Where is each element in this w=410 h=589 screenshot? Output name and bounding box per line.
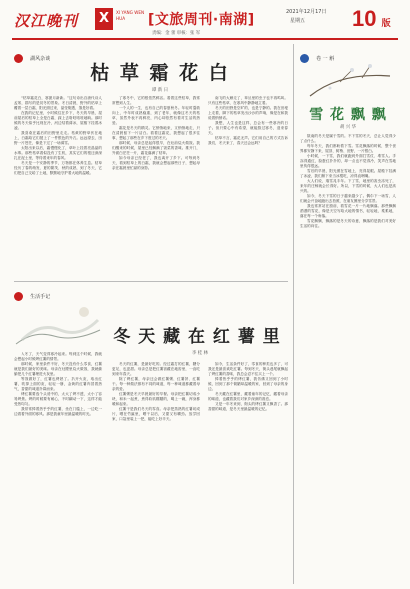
- section-pinyin: XI YANG WEN HUA: [116, 10, 145, 21]
- column-badge-2: [14, 286, 64, 300]
- section-initial: [95, 8, 113, 30]
- article-title: 枯 草 霜 花 白: [90, 62, 230, 84]
- paragraph: 我喜欢在霜后的田野里走走。枯黄的野草伏在地上，白霜给它们披上了一件银色的外衣。远远望去，田野一片苍茫，像是下过了一场薄雪。: [14, 131, 102, 145]
- paragraph: 一个人的一生，也有自己的春夏秋冬。年轻时蓬勃向上，中年时成熟稳重，到了老年，就像这冬天的枯草，虽然外表不再鲜亮，内心却依然有着对生活的热爱。: [112, 106, 200, 125]
- paragraph: 入冬了，天气变得寒冷起来。每到这个时候，我就会想起小时候烤红薯的情景。: [14, 352, 102, 361]
- paragraph: 如今母亲已经老了，我也离开了乡下。可每到冬天，看到枯草上的白霜，我就会想起那些日子，想起母亲在霜晨里忙碌的身影。: [112, 156, 200, 170]
- paragraph: “枯草霜花白，寒窗月新新。”这句诗出自唐代诗人孟郊，描写的是初冬的景象。冬日清晨，野外的枯草上覆着一层白霜，阳光照过来，晶莹剔透，煞是好看。: [14, 96, 102, 110]
- paragraph: 红薯干是我们冬天的零食。母亲把蒸熟的红薯切成片，晒在竹匾里，晒干以后，又甜又有嚼劲。放学回家，口袋里装上一把，能吃上好半天。: [112, 407, 200, 421]
- section-title: [文旅周刊·南湖]: [148, 12, 255, 28]
- article2-body-col1: [14, 352, 102, 582]
- paragraph: 我也常常站在窗前，看雪花一片一片地飘落。那些飘飘洒洒的雪花，像是天空写给大地的情书，轻轻地，柔柔地，落在每一个角落。: [300, 204, 396, 218]
- column-badge-icon: [14, 54, 23, 63]
- paragraph: 南飞的大雁走了，草丛里的虫子也不再鸣叫。只有这些枯草，在寒风中静静地立着。: [208, 96, 288, 105]
- snow-branch-icon: [300, 62, 396, 102]
- paragraph: 雪后的早晨，阳光照在雪地上，亮得晃眼。屋檐下挂满了冰凌，我们掰下来当冰棍吃，凉得直咧嘴。: [300, 169, 396, 178]
- article-title-3: 雪 花 飘 飘: [309, 107, 387, 123]
- paragraph: 捧着热乎乎的烤红薯，我仿佛又回到了小时候，回到了那个简陋却温暖的家，回到了母亲的身边。: [208, 377, 288, 391]
- paragraph: 每年冬天，我们都盼着下雪。雪花飘落的时候，整个世界都安静下来，屋顶、树梢、田野，一片银白。: [300, 144, 396, 153]
- column-name: 生活手记: [30, 294, 51, 300]
- paragraph: 红薯粥是冬天早晨最好的早餐。母亲把红薯切成小块，和米一起煮，煮得软软糯糯的，喝上一碗，浑身都暖和起来。: [112, 392, 200, 406]
- paragraph: 冬天的田野是空旷的，也是宁静的。我在田埂上走着，脚下的枯草发出沙沙的声响，像是在和我说着悄悄话。: [208, 106, 288, 120]
- paragraph: 雪花飘飘，飘落的是冬天的诗意，飘落的是我们对美好生活的向往。: [300, 219, 396, 228]
- logo-text: 汉江晚刊: [14, 12, 79, 30]
- paragraph: 冬天藏在红薯里，藏着童年的记忆，藏着母亲的味道，也藏着我们对家乡深深的眷恋。: [208, 392, 288, 401]
- paragraph: 等饭做好了，红薯也烤熟了。扒开火灰，取出红薯，吹掉上面的灰，轻轻一掰，金黄的红薯肉冒着热气，香甜的味道扑鼻而来。: [14, 377, 102, 391]
- paragraph: 陕南的冬天是属于雪的。不下雪的冬天，总让人觉得少了点什么。: [300, 134, 396, 143]
- paragraph: 枯草不言，霜花无声。它们用自己的方式告诉我们，冬天来了，春天还会远吗？: [208, 136, 288, 145]
- column-name: 卷 一 斛: [316, 56, 335, 62]
- section-divider: [14, 281, 288, 282]
- article2-body-col3: [208, 362, 288, 582]
- article-body-col2: [112, 96, 200, 278]
- paragraph: 太阳出来以后，霜慢慢化了，草叶上挂着亮晶晶的水珠。那些枯草看似没有了生机，其实它们的根还深深扎在泥土里，等待着来年的春风。: [14, 146, 102, 160]
- article-illustration: [14, 300, 102, 346]
- paragraph: 大人们说，瑞雪兆丰年。下了雪，地里的害虫冻死了，来年的庄稼就会长得好。所以，下雪的时候，大人们也是高兴的。: [300, 179, 396, 193]
- paragraph: 冬天是一个安静的季节，万物都在休养生息。枯草经历了春的萌发、夏的繁茂、秋的成熟，到了冬天，它们把自己交给了土地，默默地守护着大地的温暖。: [14, 161, 102, 175]
- column-badge: [14, 48, 56, 62]
- paragraph: 了寒冬中，它的根依然鲜活。看着这些枯草，我常常想到人生。: [112, 96, 200, 105]
- article3-body: [300, 134, 396, 582]
- article2-body-col2: [112, 362, 200, 582]
- paragraph: 如今，生活条件好了，零食的种类也多了，可我还是最喜欢吃红薯。每到冬天，街头巷尾就飘起了烤红薯的香味，我总会忍不住买上一个。: [208, 362, 288, 376]
- column-badge-3: [300, 48, 350, 62]
- paragraph: 又是一年冬来到，街头的烤红薯又飘香了。那香甜的味道，是冬天里最温暖的记忆。: [208, 402, 288, 411]
- editors-line: 责编：金 蕾 审核：张 军: [152, 31, 201, 36]
- masthead: [0, 0, 410, 42]
- page-number-value: 10: [352, 6, 377, 31]
- masthead-rule: [12, 38, 398, 40]
- column-divider: [293, 44, 294, 584]
- article-body-col1: [14, 96, 102, 278]
- paragraph: 那时候，家里条件不好，冬天没有什么零食，红薯就是我们最好的美味。母亲在灶膛里烧火做饭，我就偷偷把几个红薯埋进火灰里。: [14, 362, 102, 376]
- article-illustration-3: [300, 62, 396, 102]
- article-byline-2: 李 桂 林: [191, 351, 209, 356]
- article-byline-3: 胡 兴 华: [339, 125, 357, 130]
- section-initial-letter: X: [98, 11, 110, 26]
- page-number: [352, 6, 391, 32]
- paragraph: 烤红薯要选个头适中的，太大了烤不透，太小了容易烤焦。烤的时候要有耐心，不时翻动一下，这样才能受热均匀。: [14, 392, 102, 406]
- paragraph: 那时候，母亲总是起得很早，在灶前烧火做饭。我们醒来的时候，屋里已经飘满了饭菜的香味。推开门，外面白茫茫一片，霜花落满了枯草。: [112, 141, 200, 155]
- paragraph: 我常常捧着热乎乎的红薯，坐在门槛上，一边吃一边看着外面的寒风。那是我童年里最温暖的时光。: [14, 407, 102, 416]
- column-name: 湖风杂谈: [30, 56, 51, 62]
- paragraph: 我想，人生也是这样，总会有一些寒冷的日子。但只要心中有希望，就能熬过寒冬，迎来春天。: [208, 121, 288, 135]
- newspaper-logo: [14, 10, 86, 30]
- paragraph: 除了烤红薯，母亲还会做红薯粥、红薯饼、红薯干。每一种做法都有不同的味道，每一种味道都藏着母亲的爱。: [112, 377, 200, 391]
- issue-weekday: 星期五: [290, 18, 306, 24]
- article-body-col3: [208, 96, 288, 278]
- page-label: 版: [381, 19, 391, 29]
- paragraph: 如今，冬天下雪的日子越来越少了。偶尔下一场雪，人们就会兴奋地跑出去拍照，在朋友圈里分享雪景。: [300, 194, 396, 203]
- article-title-2: 冬 天 藏 在 红 薯 里: [113, 327, 281, 347]
- paragraph: 冬天的红薯，是最好吃的。经过霜打的红薯，糖分更足，也更甜。母亲总是把红薯窖藏在地窖里，一直吃到来年春天。: [112, 362, 200, 376]
- article-byline: 谭 新 日: [151, 88, 169, 93]
- paragraph: 霜花是冬天的精灵。它悄悄地来，又悄悄地走，只在清晨留下一片洁白。看着这霜花，我想起了很多往事，想起了那些在乡下度过的冬天。: [112, 126, 200, 140]
- paragraph: 小时候，一下雪，我们就跑到外面打雪仗、堆雪人。手冻得通红，脸蛋红扑扑的，却一点也不觉得冷，笑声在雪地里传得很远。: [300, 154, 396, 168]
- issue-date: 2021年12月17日: [286, 9, 327, 15]
- ink-painting-icon: [14, 300, 102, 346]
- paragraph: 在我的记忆里，小时候住在乡下，冬天的早晨，屋前屋后的枯草上全是白霜，踩上去咯吱咯吱地响。那时候的冬天似乎比现在冷，河边结着薄冰，屋檐下挂着冰凌。: [14, 111, 102, 130]
